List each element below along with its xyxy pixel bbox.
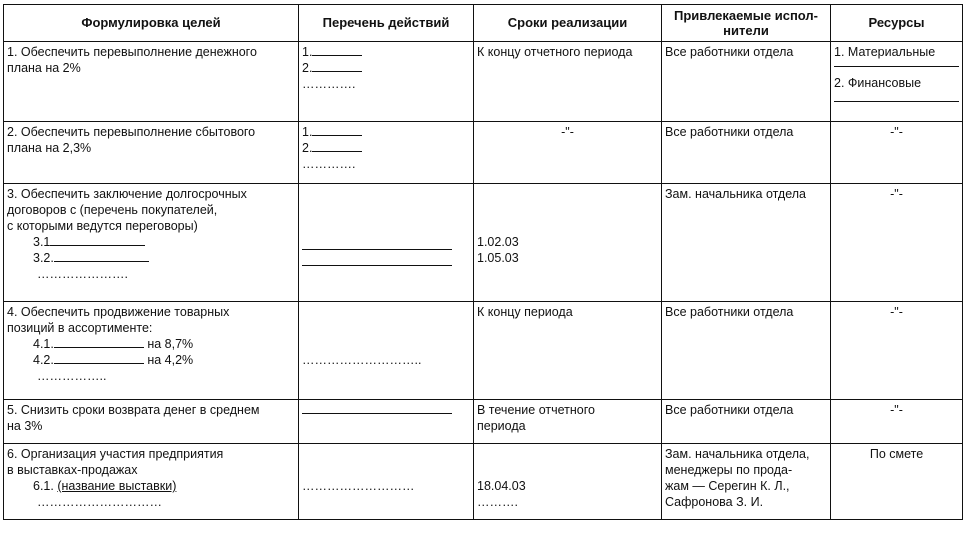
resources-cell: -"-	[831, 184, 963, 302]
table-row	[4, 400, 963, 444]
executors-cell: Все работники отдела	[662, 400, 831, 444]
deadline-cell: 18.04.03 ……….	[474, 444, 662, 520]
goal-cell: 3. Обеспечить заключение долгосрочных договоров с (перечень покупателей, с которыми ведутся переговоры) 3.1 3.2. ………………….	[4, 184, 299, 302]
executors-cell: Зам. начальника отдела, менеджеры по прода- жам — Серегин К. Л., Сафронова З. И.	[662, 444, 831, 520]
table-row	[4, 302, 963, 400]
resources-cell: -"-	[831, 400, 963, 444]
actions-cell	[299, 184, 474, 302]
actions-cell	[299, 400, 474, 444]
table-row	[4, 42, 963, 122]
executors-cell: Все работники отдела	[662, 122, 831, 184]
goals-table	[3, 4, 963, 520]
deadline-cell: -"-	[474, 122, 662, 184]
goal-cell: 1. Обеспечить перевыполнение денежного плана на 2%	[4, 42, 299, 122]
header-resources: Ресурсы	[831, 5, 963, 42]
exhibition-name-placeholder: (название выставки)	[57, 479, 177, 493]
executors-cell: Зам. начальника отдела	[662, 184, 831, 302]
header-goals: Формулировка целей	[4, 5, 299, 42]
resources-cell: -"-	[831, 122, 963, 184]
actions-cell: 1. 2. ………….	[299, 122, 474, 184]
header-actions: Перечень действий	[299, 5, 474, 42]
resources-cell: 1. Материальные 2. Финансовые	[831, 42, 963, 122]
table-row	[4, 444, 963, 520]
actions-cell: ………………………..	[299, 302, 474, 400]
deadline-cell: К концу периода	[474, 302, 662, 400]
header-executors: Привлекаемые испол-нители	[662, 5, 831, 42]
deadline-cell: В течение отчетного периода	[474, 400, 662, 444]
actions-cell: ………………………	[299, 444, 474, 520]
resources-cell: По смете	[831, 444, 963, 520]
deadline-cell: 1.02.03 1.05.03	[474, 184, 662, 302]
executors-cell: Все работники отдела	[662, 302, 831, 400]
resources-cell: -"-	[831, 302, 963, 400]
actions-cell: 1. 2. ………….	[299, 42, 474, 122]
table-row	[4, 184, 963, 302]
header-row	[4, 5, 963, 42]
goal-cell: 4. Обеспечить продвижение товарных позиций в ассортименте: 4.1. на 8,7% 4.2. на 4,2% ……………..	[4, 302, 299, 400]
goal-cell: 5. Снизить сроки возврата денег в среднем на 3%	[4, 400, 299, 444]
table-row	[4, 122, 963, 184]
executors-cell: Все работники отдела	[662, 42, 831, 122]
header-deadlines: Сроки реализации	[474, 5, 662, 42]
goal-cell: 2. Обеспечить перевыполнение сбытового плана на 2,3%	[4, 122, 299, 184]
deadline-cell: К концу отчетного периода	[474, 42, 662, 122]
goal-cell: 6. Организация участия предприятия в выставках-продажах 6.1. (название выставки) …………………………	[4, 444, 299, 520]
